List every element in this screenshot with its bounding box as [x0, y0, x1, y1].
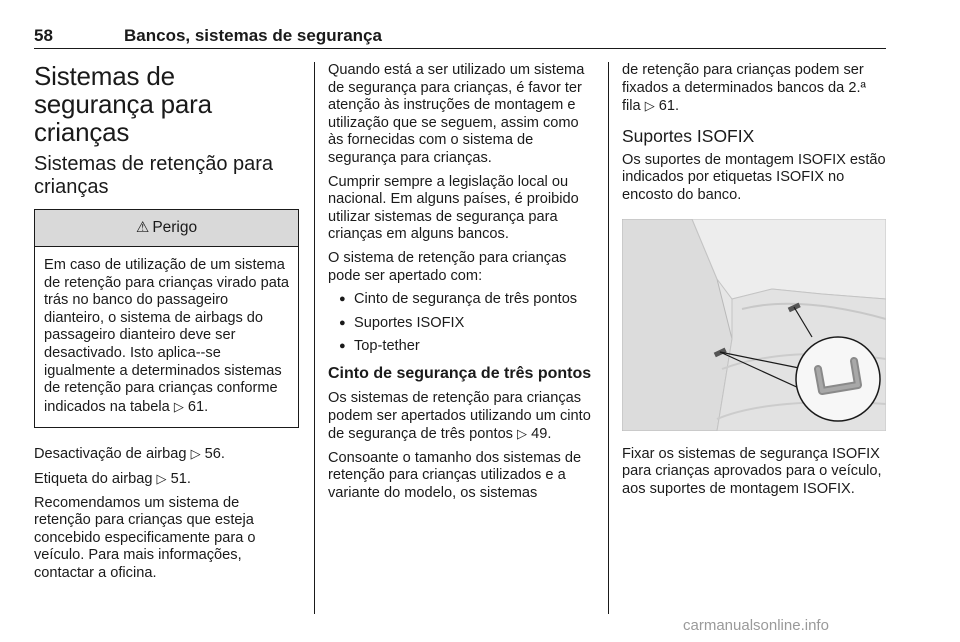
column-2: [328, 62, 593, 508]
paragraph: [328, 390, 593, 444]
paragraph: Fixar os sistemas de segurança ISOFIX para crianças aprovados para o veículo, aos suportes de montagem ISOFIX.: [622, 445, 882, 497]
paragraph: Consoante o tamanho dos sistemas de retenção para crianças utilizados e a variante do modelo, os sistemas: [328, 449, 582, 501]
paragraph: [34, 445, 299, 464]
subsection-heading: Suportes ISOFIX: [622, 125, 755, 146]
paragraph: Cumprir sempre a legislação local ou nacional. Em alguns países, é proibido utilizar sistemas de segurança para crianças em alguns bancos.: [328, 173, 579, 243]
page-ref-icon: ▷: [644, 98, 655, 114]
page-ref-icon: ▷: [190, 446, 201, 462]
page-number: 58: [34, 26, 53, 45]
column-3: [622, 62, 887, 504]
paragraph: Quando está a ser utilizado um sistema de segurança para crianças, é favor ter atenção às instruções de montagem e utilização que se seguem, assim como às fornecidas com o sistema de segurança para crianças.: [328, 62, 585, 166]
paragraph: [34, 470, 299, 489]
column-divider: [314, 62, 315, 614]
danger-text: Em caso de utilização de um sistema de retenção para crianças virado pata trás no banco do passageiro dianteiro, o sistema de airbags do passageiro dianteiro deve ser desactivado. Isto aplica--se igualmente a determinados sistemas de retenção para crianças conforme indicados na tabela: [44, 257, 290, 415]
fastening-options-list: [328, 291, 593, 356]
paragraph: Recomendamos um sistema de retenção para crianças que esteja concebido especificamente para o veículo. Para mais informações, contactar a oficina.: [34, 494, 256, 581]
section-title: Sistemas de retenção para crianças: [34, 153, 274, 198]
isofix-seat-drawing: [622, 219, 886, 431]
paragraph-text: Os sistemas de retenção para crianças podem ser apertados utilizando um cinto de segurança de três pontos: [328, 389, 591, 443]
page-header: [34, 22, 886, 49]
danger-page-ref[interactable]: 61.: [187, 398, 209, 415]
danger-box-header: [35, 210, 298, 247]
paragraph-text: de retenção para crianças podem ser fixados a determinados bancos da 2.ª fila: [622, 62, 866, 115]
warning-triangle-icon: ⚠: [135, 219, 150, 236]
paragraph: [622, 62, 887, 116]
paragraph-text: Etiqueta do airbag: [34, 470, 153, 487]
page-ref-link[interactable]: 51.: [170, 470, 191, 487]
list-item: ● Top-tether: [328, 338, 593, 356]
page-ref-link[interactable]: 61.: [658, 98, 680, 115]
danger-label: Perigo: [152, 219, 198, 236]
danger-box-text: [35, 247, 298, 427]
danger-box: [34, 209, 299, 428]
isofix-mount-illustration: [622, 219, 886, 431]
subsection-heading: Cinto de segurança de três pontos: [328, 364, 592, 382]
list-item: ● Cinto de segurança de três pontos: [328, 291, 593, 309]
watermark: carmanualsonline.info: [683, 617, 829, 634]
paragraph-text: Desactivação de airbag: [34, 446, 187, 463]
paragraph: Os suportes de montagem ISOFIX estão indicados por etiquetas ISOFIX no encosto do banco.: [622, 151, 886, 203]
running-section-title: Bancos, sistemas de segurança: [124, 26, 382, 45]
column-divider: [608, 62, 609, 614]
paragraph: O sistema de retenção para crianças pode ser apertado com:: [328, 249, 567, 284]
chapter-title: Sistemas de segurança para crianças: [34, 61, 212, 147]
page-ref-icon: ▷: [156, 470, 167, 486]
page-ref-icon: ▷: [173, 398, 184, 414]
column-1: [34, 62, 299, 589]
page-ref-link[interactable]: 49.: [531, 426, 552, 443]
page-ref-icon: ▷: [517, 426, 528, 442]
page-ref-link[interactable]: 56.: [204, 446, 225, 463]
list-item: ● Suportes ISOFIX: [328, 315, 593, 333]
